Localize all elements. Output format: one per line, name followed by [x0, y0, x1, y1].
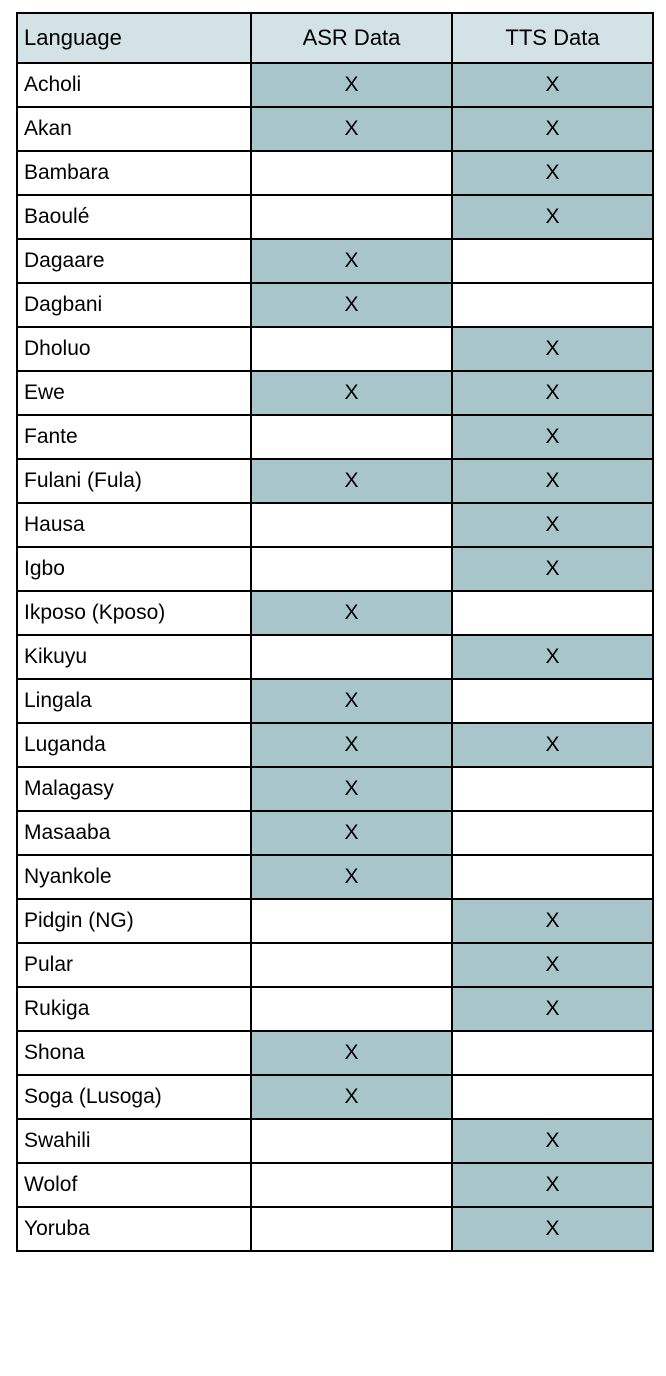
tts-data-cell: X: [452, 547, 653, 591]
language-cell: Fulani (Fula): [17, 459, 251, 503]
asr-data-cell: X: [251, 811, 452, 855]
asr-data-cell: X: [251, 283, 452, 327]
language-cell: Dagbani: [17, 283, 251, 327]
table-row: [17, 591, 653, 635]
table-row: [17, 767, 653, 811]
asr-data-cell: [251, 195, 452, 239]
language-cell: Masaaba: [17, 811, 251, 855]
table-row: [17, 943, 653, 987]
asr-data-cell: X: [251, 723, 452, 767]
asr-data-cell: [251, 547, 452, 591]
asr-data-cell: [251, 151, 452, 195]
table-row: [17, 899, 653, 943]
tts-data-cell: X: [452, 371, 653, 415]
tts-data-cell: X: [452, 987, 653, 1031]
asr-data-cell: X: [251, 1075, 452, 1119]
table-row: [17, 239, 653, 283]
language-cell: Malagasy: [17, 767, 251, 811]
tts-data-cell: [452, 1031, 653, 1075]
header-asr-data: ASR Data: [251, 13, 452, 63]
asr-data-cell: [251, 1207, 452, 1251]
language-cell: Pular: [17, 943, 251, 987]
tts-data-cell: X: [452, 1119, 653, 1163]
asr-data-cell: [251, 327, 452, 371]
table-row: [17, 635, 653, 679]
table-row: [17, 679, 653, 723]
language-data-table: [16, 12, 654, 1252]
language-cell: Swahili: [17, 1119, 251, 1163]
language-cell: Ikposo (Kposo): [17, 591, 251, 635]
tts-data-cell: [452, 679, 653, 723]
table-row: [17, 1163, 653, 1207]
language-cell: Lingala: [17, 679, 251, 723]
header-tts-data: TTS Data: [452, 13, 653, 63]
table-row: [17, 1031, 653, 1075]
asr-data-cell: [251, 1163, 452, 1207]
tts-data-cell: X: [452, 899, 653, 943]
tts-data-cell: X: [452, 635, 653, 679]
language-cell: Soga (Lusoga): [17, 1075, 251, 1119]
table-row: [17, 1075, 653, 1119]
tts-data-cell: [452, 239, 653, 283]
table-row: [17, 855, 653, 899]
language-cell: Kikuyu: [17, 635, 251, 679]
tts-data-cell: X: [452, 327, 653, 371]
asr-data-cell: X: [251, 239, 452, 283]
tts-data-cell: [452, 1075, 653, 1119]
asr-data-cell: [251, 635, 452, 679]
table-row: [17, 1207, 653, 1251]
asr-data-cell: X: [251, 767, 452, 811]
language-cell: Shona: [17, 1031, 251, 1075]
asr-data-cell: X: [251, 63, 452, 107]
tts-data-cell: X: [452, 943, 653, 987]
language-cell: Igbo: [17, 547, 251, 591]
asr-data-cell: [251, 1119, 452, 1163]
tts-data-cell: X: [452, 107, 653, 151]
asr-data-cell: X: [251, 1031, 452, 1075]
asr-data-cell: [251, 503, 452, 547]
language-cell: Dholuo: [17, 327, 251, 371]
table-row: [17, 503, 653, 547]
tts-data-cell: X: [452, 1163, 653, 1207]
language-cell: Akan: [17, 107, 251, 151]
language-cell: Baoulé: [17, 195, 251, 239]
tts-data-cell: X: [452, 415, 653, 459]
asr-data-cell: X: [251, 679, 452, 723]
asr-data-cell: X: [251, 371, 452, 415]
table-row: [17, 151, 653, 195]
table-row: [17, 723, 653, 767]
language-cell: Ewe: [17, 371, 251, 415]
asr-data-cell: X: [251, 459, 452, 503]
language-cell: Acholi: [17, 63, 251, 107]
tts-data-cell: X: [452, 1207, 653, 1251]
tts-data-cell: [452, 591, 653, 635]
tts-data-cell: X: [452, 195, 653, 239]
asr-data-cell: X: [251, 591, 452, 635]
tts-data-cell: [452, 283, 653, 327]
table-row: [17, 63, 653, 107]
table-row: [17, 415, 653, 459]
language-cell: Yoruba: [17, 1207, 251, 1251]
tts-data-cell: X: [452, 503, 653, 547]
table-header: [17, 13, 653, 63]
table-row: [17, 371, 653, 415]
language-cell: Pidgin (NG): [17, 899, 251, 943]
language-cell: Fante: [17, 415, 251, 459]
asr-data-cell: X: [251, 107, 452, 151]
table-row: [17, 327, 653, 371]
language-cell: Bambara: [17, 151, 251, 195]
tts-data-cell: X: [452, 151, 653, 195]
language-cell: Luganda: [17, 723, 251, 767]
language-cell: Hausa: [17, 503, 251, 547]
tts-data-cell: [452, 767, 653, 811]
asr-data-cell: [251, 987, 452, 1031]
asr-data-cell: [251, 899, 452, 943]
tts-data-cell: X: [452, 63, 653, 107]
asr-data-cell: [251, 943, 452, 987]
tts-data-cell: [452, 811, 653, 855]
tts-data-cell: [452, 855, 653, 899]
table-row: [17, 459, 653, 503]
table-body: [17, 63, 653, 1251]
table-row: [17, 547, 653, 591]
language-cell: Nyankole: [17, 855, 251, 899]
table-row: [17, 1119, 653, 1163]
asr-data-cell: X: [251, 855, 452, 899]
table-row: [17, 283, 653, 327]
tts-data-cell: X: [452, 459, 653, 503]
table-row: [17, 107, 653, 151]
table-row: [17, 987, 653, 1031]
header-row: [17, 13, 653, 63]
tts-data-cell: X: [452, 723, 653, 767]
language-cell: Wolof: [17, 1163, 251, 1207]
header-language: Language: [17, 13, 251, 63]
table-row: [17, 811, 653, 855]
language-cell: Dagaare: [17, 239, 251, 283]
language-cell: Rukiga: [17, 987, 251, 1031]
asr-data-cell: [251, 415, 452, 459]
table-row: [17, 195, 653, 239]
